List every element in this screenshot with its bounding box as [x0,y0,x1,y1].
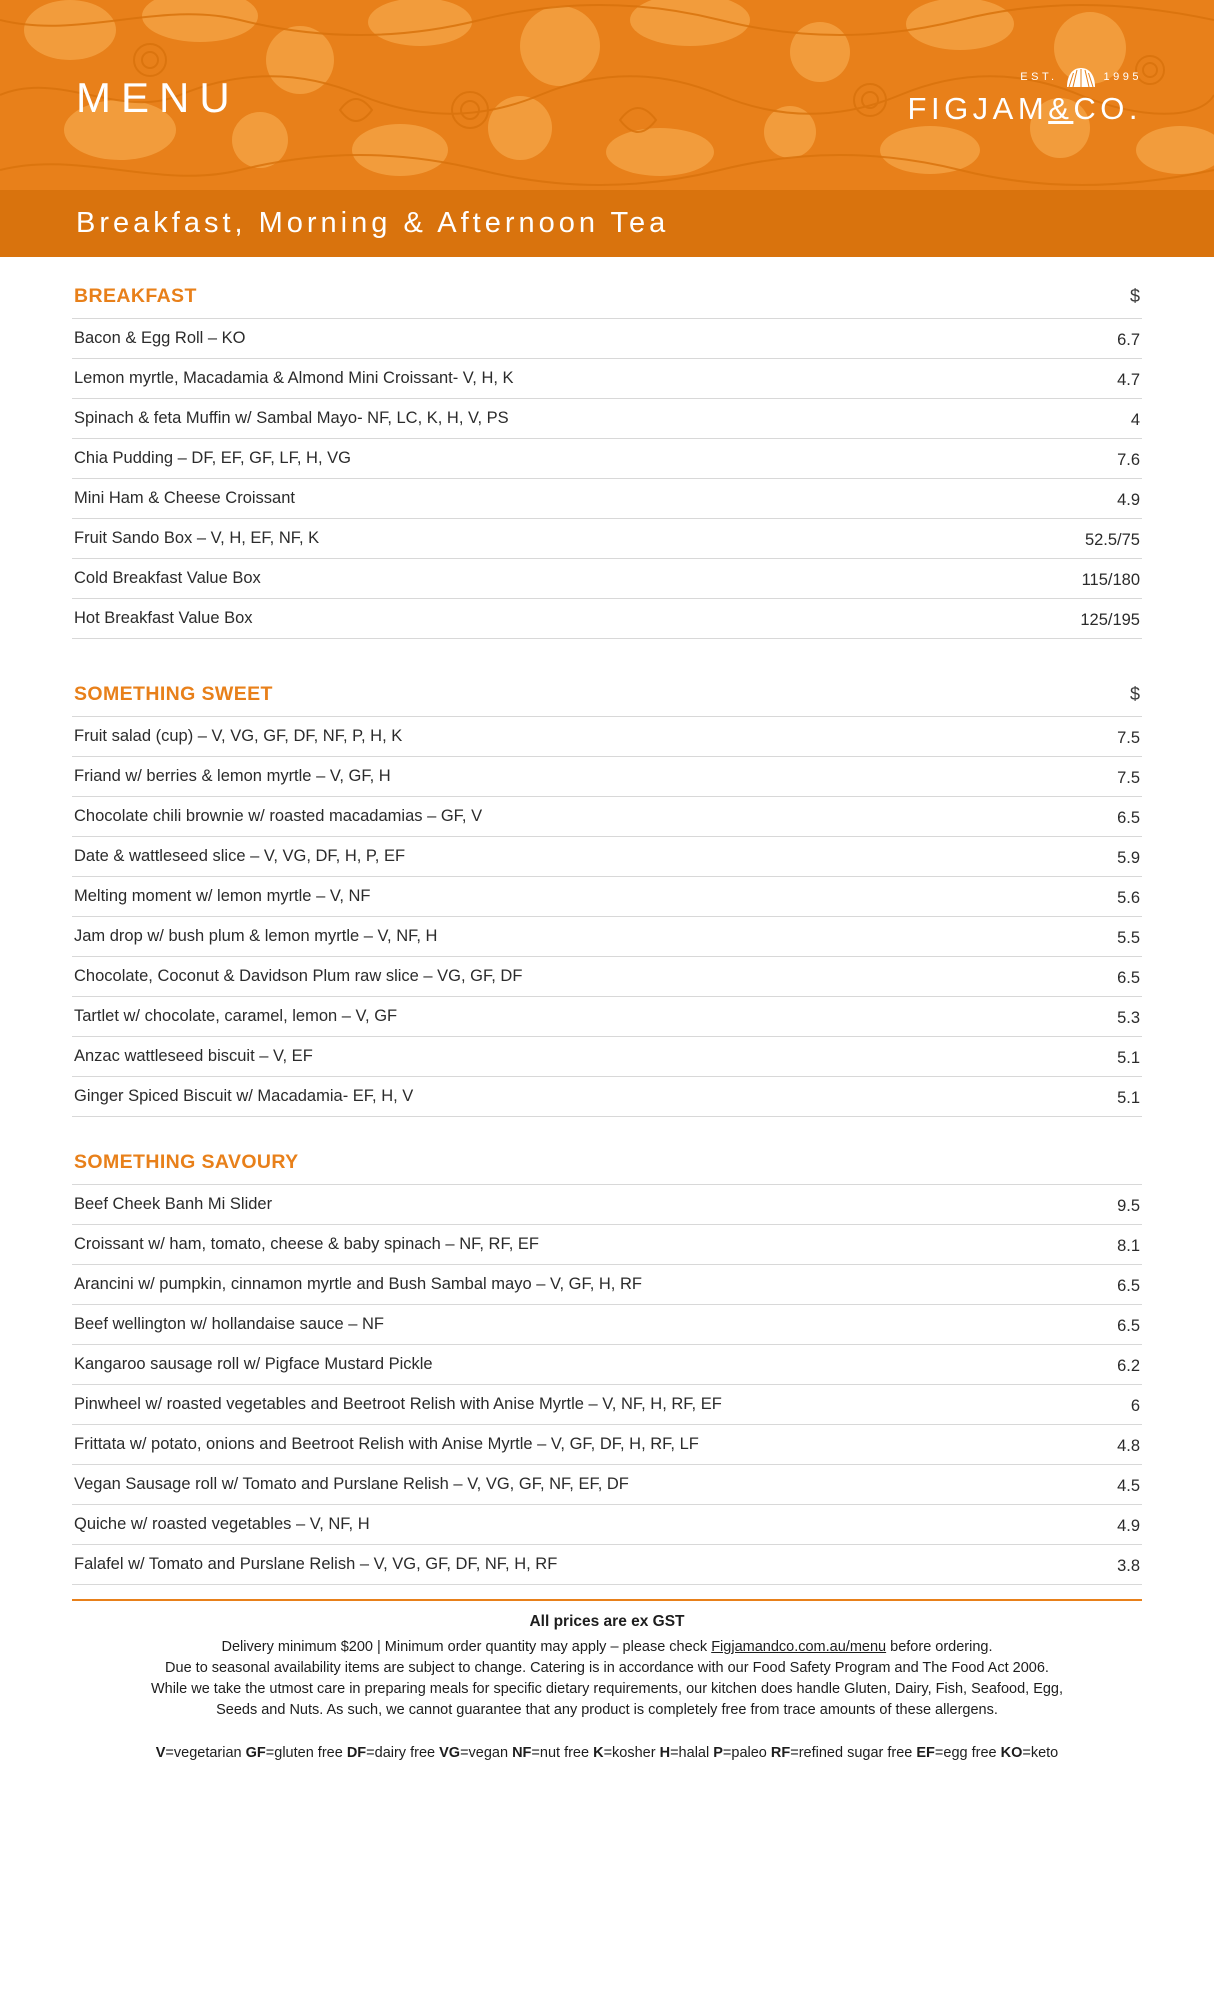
item-price: 6.7 [1008,319,1142,359]
item-name: Fruit salad (cup) – V, VG, GF, DF, NF, P, H, K [72,717,1082,757]
table-row [72,917,1142,957]
item-name: Ginger Spiced Biscuit w/ Macadamia- EF, H, V [72,1077,1082,1117]
item-price: 4 [1008,399,1142,439]
table-row [72,877,1142,917]
section-spacer [72,1127,1142,1151]
item-name: Chocolate, Coconut & Davidson Plum raw slice – VG, GF, DF [72,957,1082,997]
section-title: SOMETHING SAVOURY [74,1151,299,1173]
legend-code: H [659,1745,671,1762]
item-name: Cold Breakfast Value Box [72,559,1008,599]
item-price: 6.5 [1082,797,1142,837]
legend-code: V [155,1745,166,1762]
table-row [72,319,1142,359]
legend-code: EF [916,1745,935,1762]
brand-name-first: FIGJAM [907,90,1049,126]
item-name: Spinach & feta Muffin w/ Sambal Mayo- NF, LC, K, H, V, PS [72,399,1008,439]
item-name: Anzac wattleseed biscuit – V, EF [72,1037,1082,1077]
table-row [72,997,1142,1037]
item-name: Melting moment w/ lemon myrtle – V, NF [72,877,1082,917]
item-price: 5.9 [1082,837,1142,877]
brand-est-right: 1995 [1103,71,1142,83]
item-price: 6 [1100,1385,1142,1425]
section-something-sweet [72,683,1142,1117]
table-row [72,837,1142,877]
item-name: Jam drop w/ bush plum & lemon myrtle – V, NF, H [72,917,1082,957]
availability-note: Due to seasonal availability items are subject to change. Catering is in accordance with our Food Safety Program and The Food Act 2006. [165,1660,1049,1677]
item-price: 5.1 [1082,1037,1142,1077]
item-name: Croissant w/ ham, tomato, cheese & baby spinach – NF, RF, EF [72,1225,1100,1265]
item-price: 6.5 [1082,957,1142,997]
section-spacer [72,649,1142,683]
table-row [72,519,1142,559]
table-row [72,1225,1142,1265]
item-price: 5.3 [1082,997,1142,1037]
table-row [72,797,1142,837]
table-row [72,1505,1142,1545]
menu-items-table [72,1184,1142,1585]
legend-code: KO [1000,1745,1023,1762]
legend-code: P [713,1745,723,1762]
section-something-savoury [72,1151,1142,1585]
menu-subtitle: Breakfast, Morning & Afternoon Tea [76,207,670,239]
legend-meaning: =halal [670,1745,714,1762]
allergen-note-line2: Seeds and Nuts. As such, we cannot guarantee that any product is completely free from trace amounts of these allergens. [216,1702,998,1719]
dietary-legend [72,1743,1142,1765]
item-price: 125/195 [1008,599,1142,639]
table-row [72,1265,1142,1305]
section-price-header: $ [1129,684,1140,704]
table-row [72,1385,1142,1425]
item-name: Beef Cheek Banh Mi Slider [72,1185,1100,1225]
gst-note: All prices are ex GST [529,1613,685,1630]
menu-items-table [72,716,1142,1117]
table-row [72,1037,1142,1077]
table-row [72,399,1142,439]
shell-icon [1066,67,1096,89]
item-price: 52.5/75 [1008,519,1142,559]
item-name: Beef wellington w/ hollandaise sauce – NF [72,1305,1100,1345]
legend-meaning: =vegetarian [165,1745,246,1762]
section-header [72,1151,1142,1174]
delivery-note-post: before ordering. [886,1639,993,1655]
brand-logo [908,67,1142,124]
item-price: 6.5 [1100,1265,1142,1305]
item-name: Chia Pudding – DF, EF, GF, LF, H, VG [72,439,1008,479]
item-price: 115/180 [1008,559,1142,599]
item-price: 5.5 [1082,917,1142,957]
table-row [72,717,1142,757]
item-name: Vegan Sausage roll w/ Tomato and Purslane Relish – V, VG, GF, NF, EF, DF [72,1465,1100,1505]
item-price: 7.6 [1008,439,1142,479]
legend-code: NF [512,1745,532,1762]
item-name: Bacon & Egg Roll – KO [72,319,1008,359]
table-row [72,1077,1142,1117]
item-name: Fruit Sando Box – V, H, EF, NF, K [72,519,1008,559]
brand-ampersand: & [1048,90,1074,126]
table-row [72,359,1142,399]
legend-meaning: =paleo [722,1745,771,1762]
section-breakfast [72,285,1142,639]
table-row [72,1465,1142,1505]
section-title: SOMETHING SWEET [74,683,273,705]
item-price: 4.8 [1100,1425,1142,1465]
legend-meaning: =keto [1022,1745,1059,1762]
menu-link[interactable]: Figjamandco.com.au/menu [711,1639,887,1655]
table-row [72,1425,1142,1465]
section-header [72,683,1142,706]
legend-meaning: =gluten free [265,1745,347,1762]
section-title: BREAKFAST [74,285,197,307]
legend-meaning: =vegan [460,1745,513,1762]
menu-content [0,257,1214,1585]
item-price: 6.2 [1100,1345,1142,1385]
legend-code: DF [346,1745,367,1762]
legend-meaning: =refined sugar free [790,1745,917,1762]
legend-meaning: =egg free [934,1745,1001,1762]
item-price: 5.1 [1082,1077,1142,1117]
item-price: 6.5 [1100,1305,1142,1345]
menu-items-table [72,318,1142,639]
item-name: Tartlet w/ chocolate, caramel, lemon – V, GF [72,997,1082,1037]
table-row [72,1305,1142,1345]
item-price: 7.5 [1082,717,1142,757]
brand-name-second: CO. [1073,90,1142,126]
item-price: 8.1 [1100,1225,1142,1265]
delivery-note [72,1637,1142,1658]
item-price: 9.5 [1100,1185,1142,1225]
table-row [72,599,1142,639]
item-name: Quiche w/ roasted vegetables – V, NF, H [72,1505,1100,1545]
item-price: 3.8 [1100,1545,1142,1585]
item-name: Date & wattleseed slice – V, VG, DF, H, P, EF [72,837,1082,877]
menu-subtitle-bar [0,190,1214,257]
allergen-note-line1: While we take the utmost care in preparing meals for specific dietary requirements, our kitchen does handle Gluten, Dairy, Fish, Seafood, Egg, [150,1681,1064,1698]
brand-est-left: EST. [1020,71,1058,83]
item-name: Kangaroo sausage roll w/ Pigface Mustard Pickle [72,1345,1100,1385]
legend-code: K [593,1745,604,1762]
table-row [72,757,1142,797]
item-price: 4.9 [1008,479,1142,519]
item-name: Mini Ham & Cheese Croissant [72,479,1008,519]
item-price: 4.7 [1008,359,1142,399]
page-header [0,0,1214,190]
legend-code: VG [439,1745,461,1762]
item-name: Frittata w/ potato, onions and Beetroot Relish with Anise Myrtle – V, GF, DF, H, RF, LF [72,1425,1100,1465]
item-name: Arancini w/ pumpkin, cinnamon myrtle and Bush Sambal mayo – V, GF, H, RF [72,1265,1100,1305]
item-name: Lemon myrtle, Macadamia & Almond Mini Croissant- V, H, K [72,359,1008,399]
legend-code: GF [245,1745,266,1762]
item-name: Falafel w/ Tomato and Purslane Relish – V, VG, GF, DF, NF, H, RF [72,1545,1100,1585]
item-price: 7.5 [1082,757,1142,797]
table-row [72,957,1142,997]
item-name: Chocolate chili brownie w/ roasted macadamias – GF, V [72,797,1082,837]
page-footer [0,1599,1214,1779]
legend-meaning: =dairy free [366,1745,440,1762]
item-name: Pinwheel w/ roasted vegetables and Beetroot Relish with Anise Myrtle – V, NF, H, RF, EF [72,1385,1100,1425]
table-row [72,439,1142,479]
legend-meaning: =kosher [603,1745,660,1762]
item-name: Friand w/ berries & lemon myrtle – V, GF, H [72,757,1082,797]
section-header [72,285,1142,308]
legend-meaning: =nut free [531,1745,594,1762]
item-price: 5.6 [1082,877,1142,917]
section-price-header: $ [1129,286,1140,306]
table-row [72,1545,1142,1585]
legend-code: RF [770,1745,791,1762]
table-row [72,559,1142,599]
item-name: Hot Breakfast Value Box [72,599,1008,639]
footer-divider [72,1599,1142,1601]
delivery-note-pre: Delivery minimum $200 | Minimum order quantity may apply – please check [221,1639,712,1655]
table-row [72,1185,1142,1225]
page-title: MENU [76,74,240,121]
table-row [72,479,1142,519]
table-row [72,1345,1142,1385]
item-price: 4.9 [1100,1505,1142,1545]
item-price: 4.5 [1100,1465,1142,1505]
